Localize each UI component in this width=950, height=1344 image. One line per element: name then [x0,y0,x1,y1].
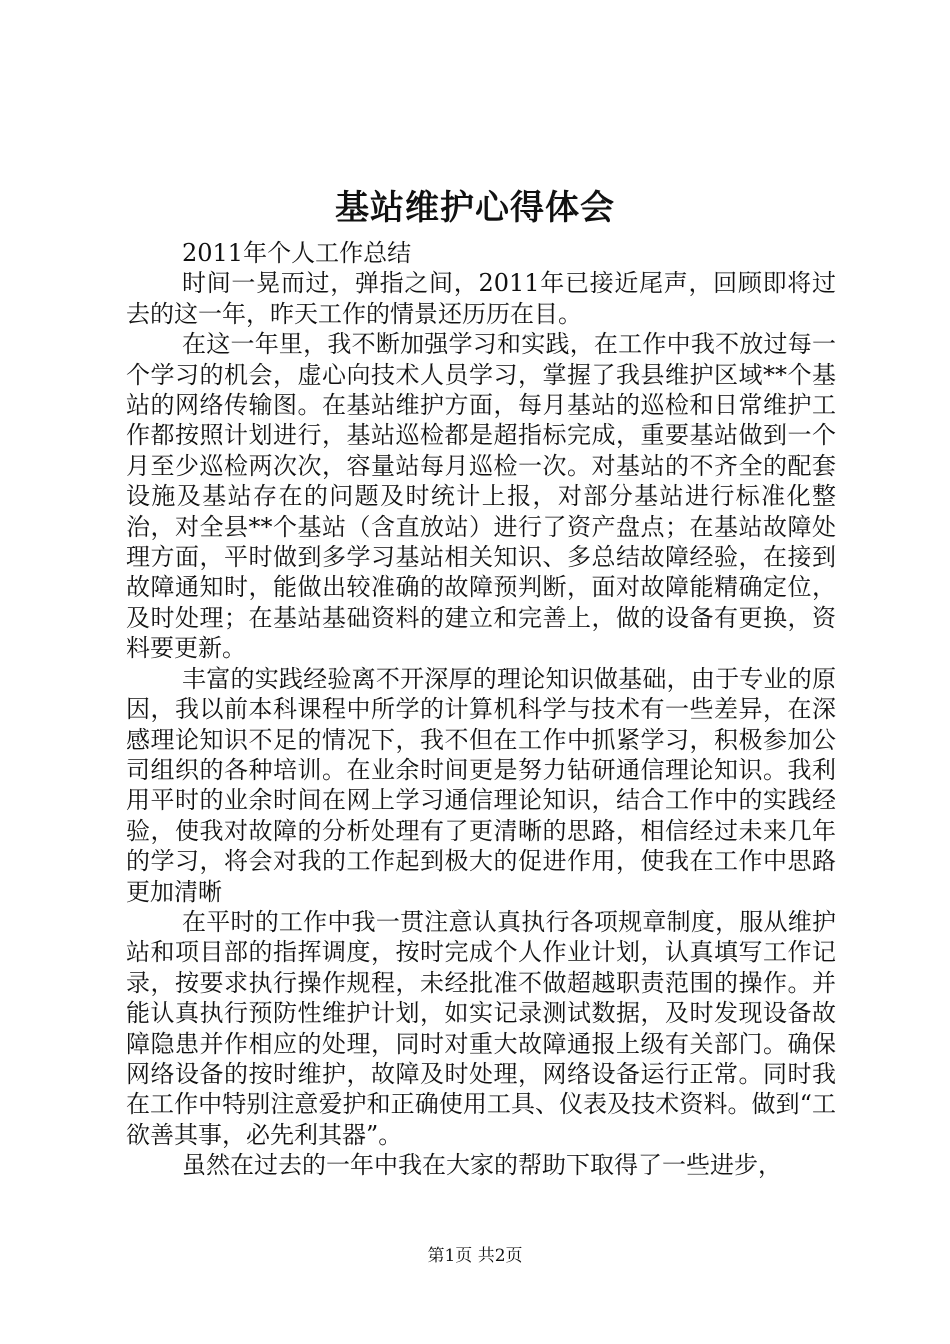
paragraph-subtitle: 2011年个人工作总结 [182,239,412,267]
paragraph-regulations: 在平时的工作中我一贯注意认真执行各项规章制度，服从维护站和项目部的指挥调度，按时完成个人作业计划，认真填写工作记录，按要求执行操作规程，未经批准不做超越职责范围的操作。并能认真执行预防性维护计划，如实记录测试数据，及时发现设备故障隐患并作相应的处理，同时对重大故障通报上级有关部门。确保网络设备的按时维护，故障及时处理，网络设备运行正常。同时我在工作中特别注意爱护和正确使用工具、仪表及技术资料。做到“工欲善其事，必先利其器”。 [126,907,836,1149]
paragraph-intro: 时间一晃而过，弹指之间，2011年已接近尾声，回顾即将过去的这一年，昨天工作的情景还历历在目。 [126,269,836,328]
document-body [126,238,836,1181]
page-number-footer: 第1页 共2页 [427,1246,523,1266]
paragraph-progress: 虽然在过去的一年中我在大家的帮助下取得了一些进步， [182,1151,782,1180]
document-title: 基站维护心得体会 [335,188,615,228]
paragraph-theory-study: 丰富的实践经验离不开深厚的理论知识做基础，由于专业的原因，我以前本科课程中所学的计算机科学与技术有一些差异，在深感理论知识不足的情况下，我不但在工作中抓紧学习，积极参加公司组织的各种培训。在业余时间更是努力钻研通信理论知识。我利用平时的业余时间在网上学习通信理论知识，结合工作中的实践经验，使我对故障的分析处理有了更清晰的思路，相信经过未来几年的学习，将会对我的工作起到极大的促进作用，使我在工作中思路更加清晰 [126,664,836,906]
paragraph-maintenance: 在这一年里，我不断加强学习和实践，在工作中我不放过每一个学习的机会，虚心向技术人员学习，掌握了我县维护区域**个基站的网络传输图。在基站维护方面，每月基站的巡检和日常维护工作都按照计划进行，基站巡检都是超指标完成，重要基站做到一个月至少巡检两次次，容量站每月巡检一次。对基站的不齐全的配套设施及基站存在的问题及时统计上报，对部分基站进行标准化整治，对全县**个基站（含直放站）进行了资产盘点；在基站故障处理方面，平时做到多学习基站相关知识、多总结故障经验，在接到故障通知时，能做出较准确的故障预判断，面对故障能精确定位，及时处理；在基站基础资料的建立和完善上，做的设备有更换，资料要更新。 [126,330,836,663]
